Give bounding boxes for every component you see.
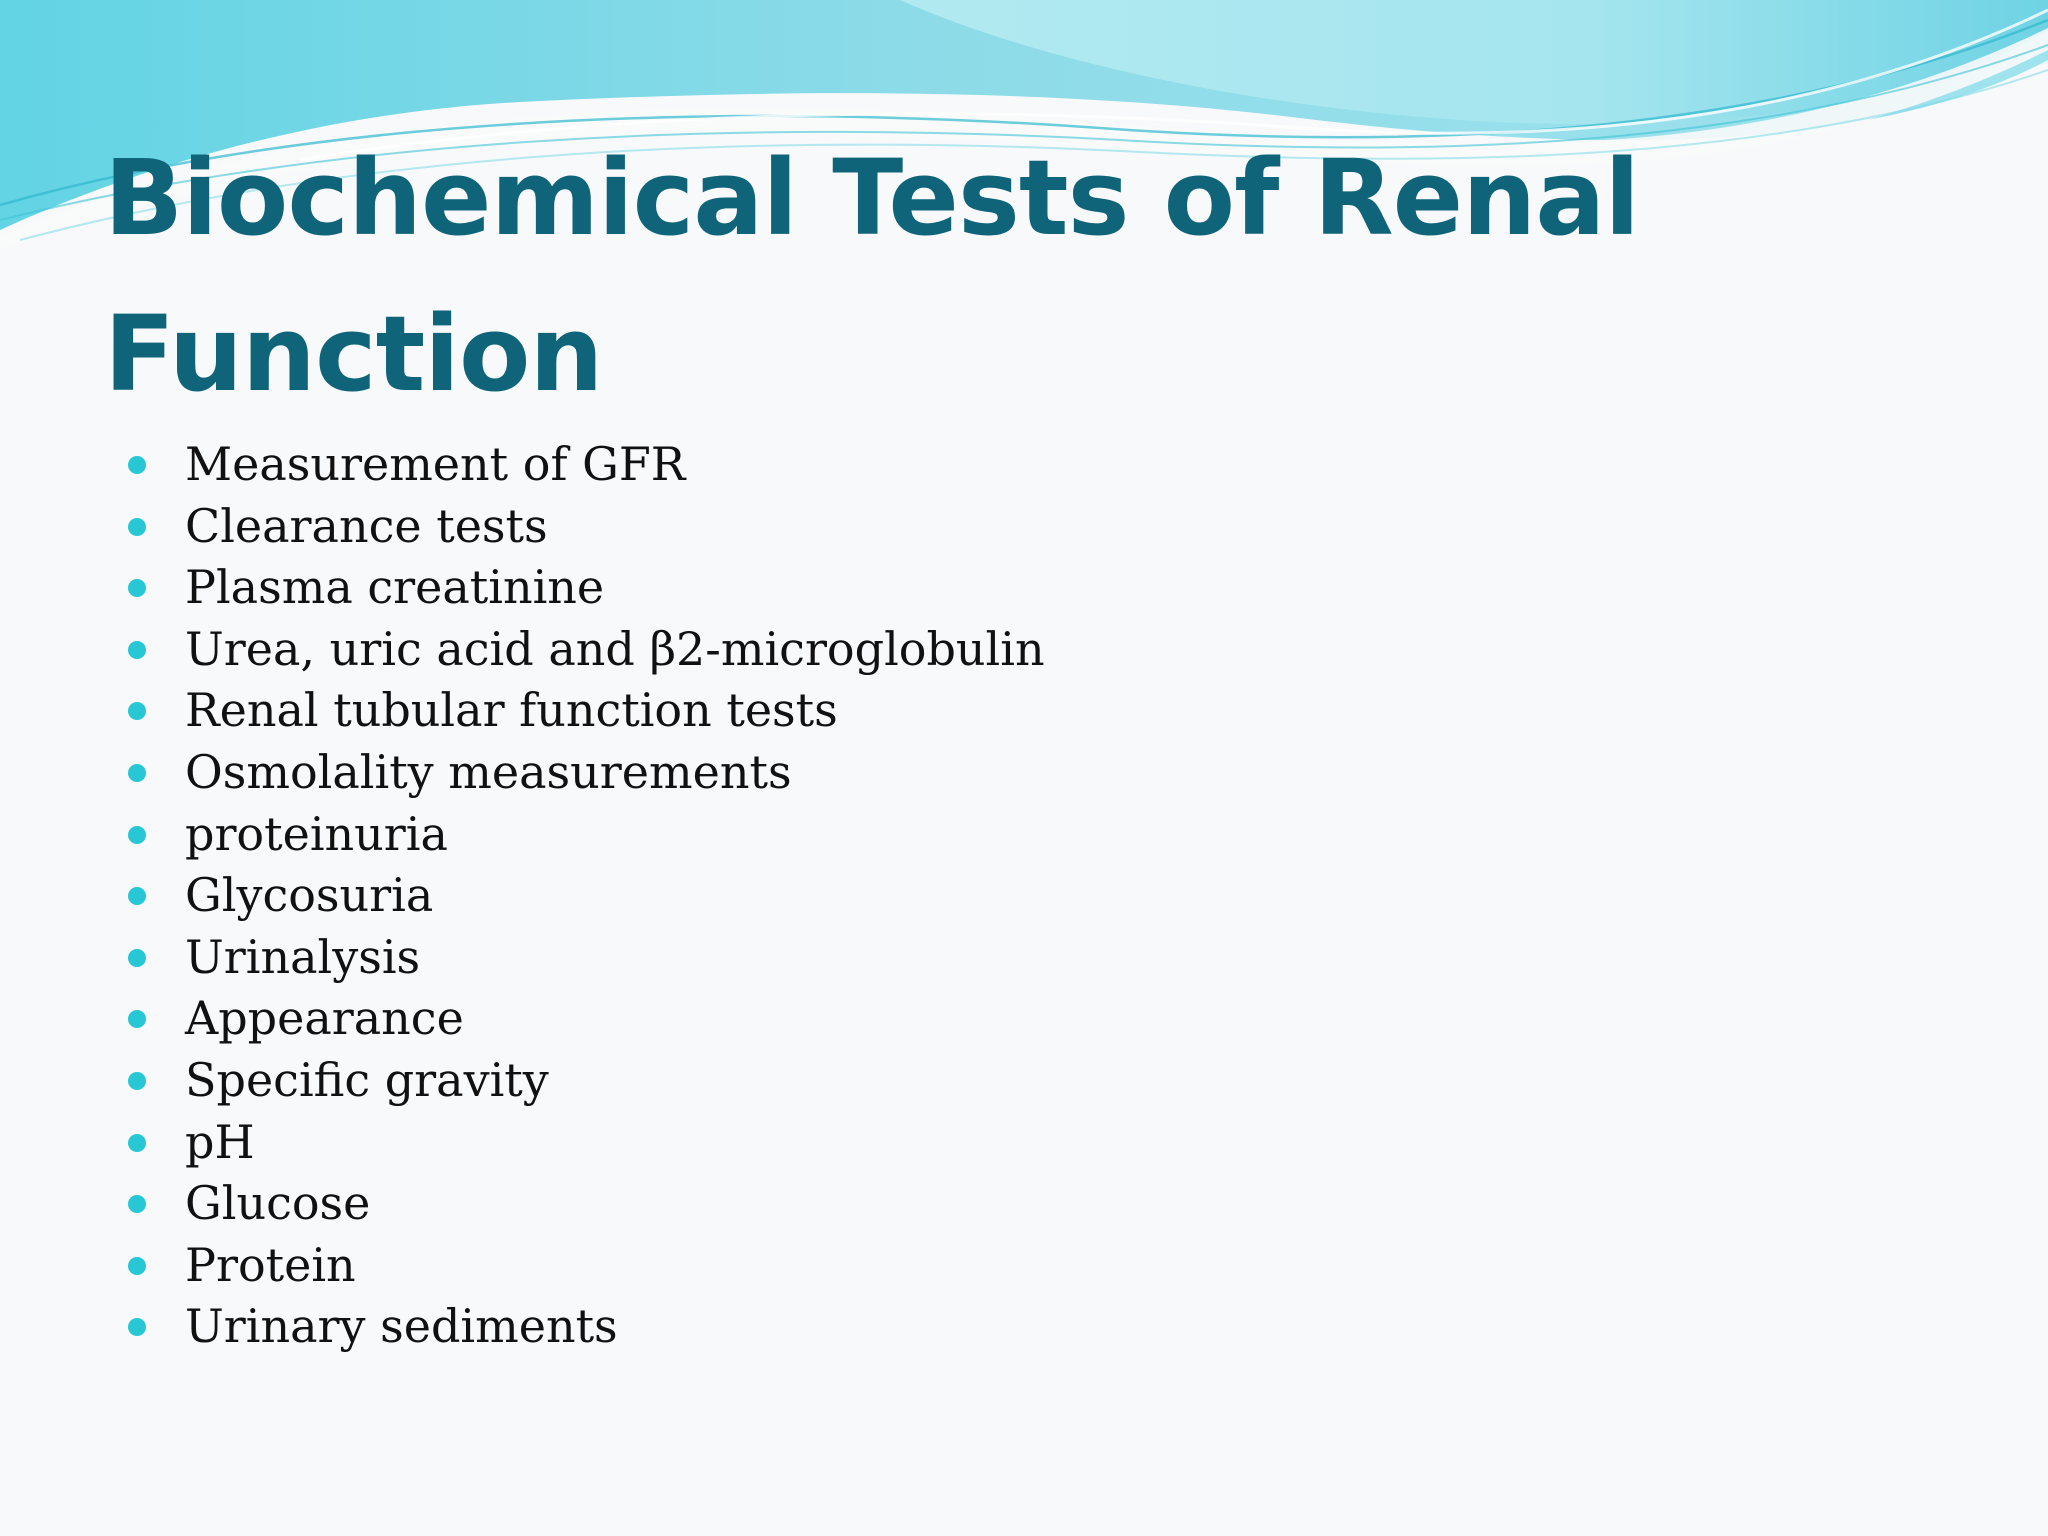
slide-title: Biochemical Tests of Renal Function <box>104 137 1640 415</box>
bullet-dot-icon <box>128 1072 146 1090</box>
bullet-dot-icon <box>128 826 146 844</box>
bullet-item-glucose <box>126 1173 1045 1235</box>
bullet-dot-icon <box>128 1010 146 1028</box>
bullet-dot-icon <box>128 702 146 720</box>
bullet-dot-icon <box>128 949 146 967</box>
bullet-list <box>126 434 1045 1358</box>
bullet-item-glycosuria <box>126 865 1045 927</box>
bullet-item-urea-uric-acid <box>126 619 1045 681</box>
bullet-text: Glycosuria <box>185 868 434 923</box>
bullet-dot-icon <box>128 579 146 597</box>
bullet-item-urinalysis <box>126 927 1045 989</box>
bullet-dot-icon <box>128 1257 146 1275</box>
bullet-text: Appearance <box>185 991 464 1046</box>
bullet-text: Urinalysis <box>185 929 421 984</box>
bullet-text: Protein <box>185 1237 356 1292</box>
bullet-item-renal-tubular-tests <box>126 680 1045 742</box>
bullet-dot-icon <box>128 764 146 782</box>
bullet-item-osmolality <box>126 742 1045 804</box>
bullet-dot-icon <box>128 1134 146 1152</box>
bullet-text: Plasma creatinine <box>185 560 605 615</box>
bullet-dot-icon <box>128 456 146 474</box>
bullet-text: Specific gravity <box>185 1052 549 1107</box>
bullet-dot-icon <box>128 887 146 905</box>
bullet-item-ph <box>126 1112 1045 1174</box>
bullet-item-plasma-creatinine <box>126 557 1045 619</box>
bullet-dot-icon <box>128 518 146 536</box>
bullet-text: Osmolality measurements <box>185 744 792 799</box>
bullet-item-proteinuria <box>126 804 1045 866</box>
bullet-text: Measurement of GFR <box>185 437 686 491</box>
bullet-item-protein <box>126 1235 1045 1297</box>
bullet-text: pH <box>185 1114 255 1169</box>
bullet-item-urinary-sediments <box>126 1296 1045 1358</box>
bullet-dot-icon <box>128 1318 146 1336</box>
bullet-dot-icon <box>128 641 146 659</box>
bullet-item-clearance-tests <box>126 496 1045 558</box>
bullet-text: Glucose <box>185 1176 371 1231</box>
bullet-item-specific-gravity <box>126 1050 1045 1112</box>
bullet-text: proteinuria <box>185 806 448 861</box>
bullet-dot-icon <box>128 1195 146 1213</box>
bullet-text: Renal tubular function tests <box>185 683 838 738</box>
bullet-text: Clearance tests <box>185 498 548 553</box>
bullet-text: Urea, uric acid and β2-microglobulin <box>185 621 1045 676</box>
bullet-text: Urinary sediments <box>185 1299 618 1354</box>
bullet-item-measurement-of-gfr <box>126 434 1045 496</box>
bullet-item-appearance <box>126 988 1045 1050</box>
